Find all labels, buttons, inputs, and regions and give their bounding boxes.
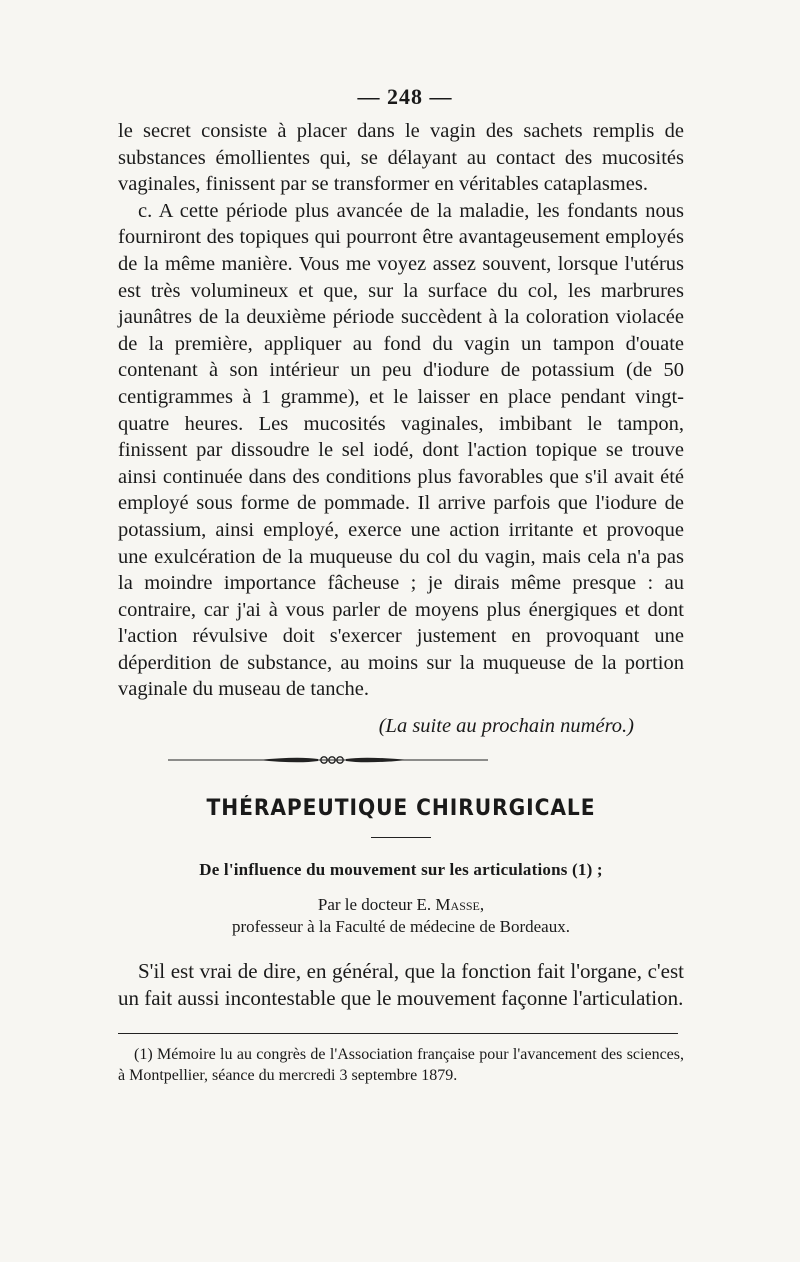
author-prefix: Par le docteur E. (317, 894, 436, 914)
body-paragraph-2: c. A cette période plus avancée de la maladie, les fondants nous fourniront des topiques qui pourront être avantageusement employés de la même manière. Vous me voyez assez souvent, lorsque l'utérus est très volumineux et que, sur la surface du col, les marbrures jaunâtres de la deuxième période succèdent à la coloration violacée de la première, appliquer au fond du vagin un tampon d'ouate contenant à son intérieur un peu d'iodure de potassium (de 50 centigrammes à 1 gramme), et le laisser en place pendant vingt-quatre heures. Les mucosités vaginales, imbibant le tampon, finissent par dissoudre le sel iodé, dont l'action topique se trouve ainsi continuée dans des conditions plus favorables que s'il avait été employé sous forme de pommade. Il arrive parfois que l'iodure de potassium, ainsi employé, exerce une action irritante et provoque une exulcération de la muqueuse du col du vagin, mais cela n'a pas la moindre importance fâcheuse ; je dirais même presque : au contraire, car j'ai à vous parler de moyens plus énergiques et dont l'action révulsive doit s'exercer justement en provoquant une déperdition de substance, au moins sur la muqueuse de la portion vaginale du museau de tanche. (118, 199, 684, 701)
page-number: — 248 — (357, 84, 453, 109)
article-title: De l'influence du mouvement sur les articulations (1) ; (199, 859, 603, 879)
ornamental-divider (168, 754, 488, 766)
section-title: THÉRAPEUTIQUE CHIRURGICALE (206, 795, 596, 821)
divider-ornament-icon (168, 754, 488, 766)
section-rule (371, 837, 431, 838)
article-author (118, 894, 684, 916)
footnote-rule (118, 1033, 678, 1034)
continuation-note (118, 713, 634, 740)
author-affiliation: professeur à la Faculté de médecine de Bordeaux. (232, 916, 570, 936)
footnote: (1) Mémoire lu au congrès de l'Association française pour l'avancement des sciences, à Montpellier, séance du mercredi 3 septembre 1879. (118, 1045, 684, 1084)
continuation-text: (La suite au prochain numéro.) (378, 715, 634, 738)
document-page (118, 84, 684, 1086)
author-name: Masse, (435, 894, 485, 914)
article-intro: S'il est vrai de dire, en général, que la fonction fait l'organe, c'est un fait aussi incontestable que le mouvement façonne l'articulation. (118, 958, 684, 1011)
body-paragraph-1: le secret consiste à placer dans le vagin des sachets remplis de substances émollientes qui, se délayant au contact des mucosités vaginales, finissent par se transformer en véritables cataplasmes. (118, 120, 684, 196)
